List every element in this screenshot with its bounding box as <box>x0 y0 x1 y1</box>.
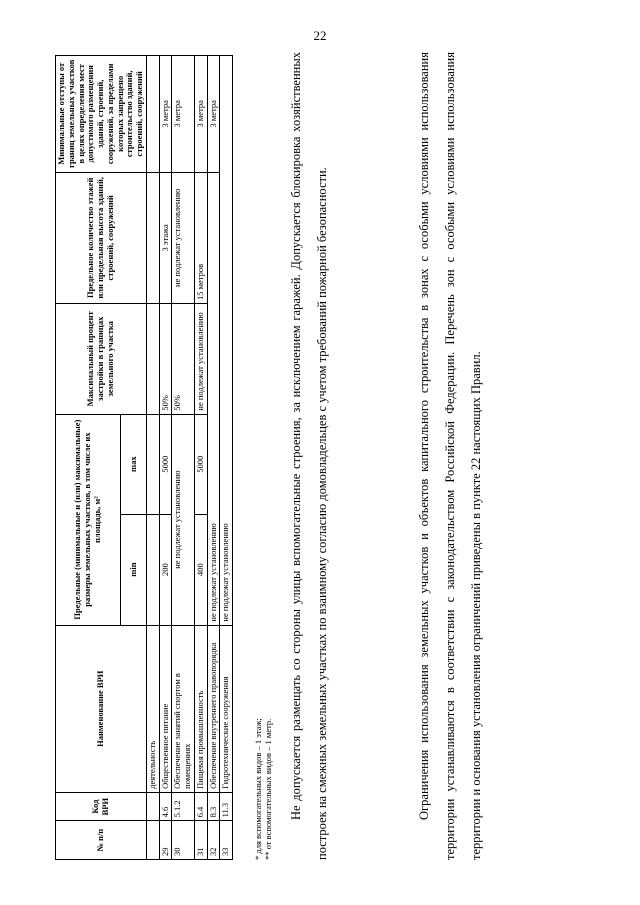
header-floors: Предельное количество этажей или предельная высота зданий, строений, сооружений <box>56 172 147 303</box>
cell-max: 5000 <box>194 414 207 514</box>
cell-indent: 3 метра <box>207 56 220 173</box>
table-row <box>172 56 195 860</box>
cell-name: Пищевая промышленность <box>194 625 207 792</box>
header-code: Код ВРИ <box>56 792 147 821</box>
cell-code: 8.3 <box>207 792 220 821</box>
header-no: № п/п <box>56 821 147 860</box>
header-percent: Максимальный процент застройки в границах земельного участка <box>56 304 147 415</box>
cell-size-merged: не подлежат установлению <box>172 414 195 625</box>
cell-min: 200 <box>159 514 172 625</box>
cell-merged: не подлежат установлению <box>207 172 220 625</box>
footnotes <box>253 718 273 860</box>
cell-code: 11.3 <box>220 792 233 821</box>
paragraph: Не допускается размещать со стороны улицы вспомогательные строения, за исключением гаражей. Допускается блокировка хозяйственных построек на смежных земельных участках по взаимному согласию домовладельцев с учетом требований пожарной безопасности. <box>289 52 329 860</box>
header-min: min <box>121 514 147 625</box>
cell-name: Гидротехнические сооружения <box>220 625 233 792</box>
cell-floors: 3 этажа <box>159 172 172 303</box>
table-row <box>220 56 233 860</box>
cell-continuation: деятельность <box>146 625 159 792</box>
cell-name: Обеспечение внутреннего правопорядка <box>207 625 220 792</box>
table-header-row <box>56 56 121 860</box>
cell-floors: 15 метров <box>194 172 207 303</box>
cell-name: Обеспечение занятий спортом в помещениях <box>172 625 195 792</box>
cell-code: 5.1.2 <box>172 792 195 821</box>
header-size: Предельные (минимальные и (или) максимальные) размеры земельных участков, в том числе их площадь, м² <box>56 414 121 625</box>
cell-code: 6.4 <box>194 792 207 821</box>
cell-no: 31 <box>194 821 207 860</box>
page-number: 22 <box>313 28 327 43</box>
table-row <box>207 56 220 860</box>
header-indent: Минимальные отступы от границ земельных участков в целях определения мест допустимого размещения зданий, строений, сооружений, за пределами которых запрещено строительство зданий, строений, сооружений <box>56 56 147 173</box>
cell-merged: не подлежат установлению <box>220 56 233 626</box>
rotated-content <box>55 50 600 860</box>
cell-code: 4.6 <box>159 792 172 821</box>
cell-floors: не подлежат установлению <box>172 172 195 303</box>
footnote: ** от вспомогательных видов – 1 метр. <box>263 718 274 860</box>
cell-no: 32 <box>207 821 220 860</box>
regulations-table <box>55 55 233 860</box>
cell-indent: 3 метра <box>194 56 207 173</box>
cell-indent: 3 метра <box>159 56 172 173</box>
cell-name: Общественное питание <box>159 625 172 792</box>
footnote: * для вспомогательных видов – 1 этаж; <box>253 718 263 860</box>
cell-min: 400 <box>194 514 207 625</box>
cell-no: 29 <box>159 821 172 860</box>
table-row <box>146 56 159 860</box>
cell-percent: не подлежат установлению <box>194 304 207 415</box>
cell-percent: 50% <box>172 304 195 415</box>
cell-no: 33 <box>220 821 233 860</box>
cell-no: 30 <box>172 821 195 860</box>
header-max: max <box>121 414 147 514</box>
cell-indent: 3 метра <box>172 56 195 173</box>
table-row <box>194 56 207 860</box>
table-row <box>159 56 172 860</box>
cell-percent: 50% <box>159 304 172 415</box>
paragraph: Ограничения использования земельных участков и объектов капитального строительства в зонах с особыми условиями использования территории устанавливаются в соответствии с законодательством Российской Федерации. Перечень зон с особыми условиями использования территории и основания установления ограничений приведены в пункте 22 настоящих Правил. <box>417 52 483 860</box>
cell-max: 5000 <box>159 414 172 514</box>
header-name: Наименование ВРИ <box>56 625 147 792</box>
